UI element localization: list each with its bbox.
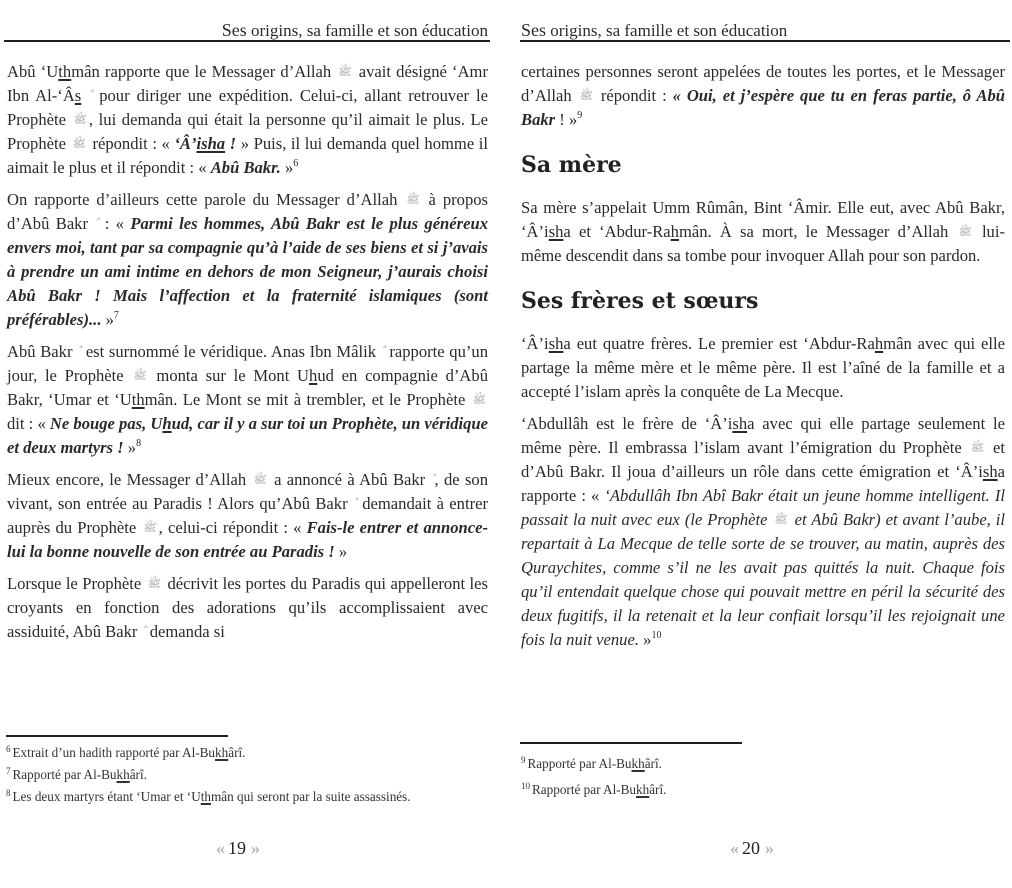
paragraph — [7, 572, 488, 644]
paragraph — [521, 60, 1005, 132]
ornament-right-icon: » — [251, 838, 254, 858]
paragraph — [521, 412, 1005, 652]
footnote-number: 6 — [6, 744, 11, 754]
text-run: certaines personnes seront appelées de toutes les portes, et le Messager d’Allah — [521, 62, 1005, 105]
footnotes — [521, 751, 1001, 803]
page-number — [730, 838, 768, 859]
header-rule — [4, 40, 490, 42]
quote-text: ‘Abdullâh Ibn Abî Bakr était un jeune homme intelligent. Il passait la nuit avec eux (le Prophète — [521, 486, 1005, 529]
text-run: Mieux encore, le Messager d’Allah — [7, 470, 252, 489]
quote-text: Abû Bakr. — [210, 158, 281, 177]
honorific-prophet-icon: ﷺ — [253, 474, 267, 486]
left-page — [0, 0, 500, 888]
text-run: décrivit les portes du Paradis qui appelleront les croyants en fonction des adorations qu’ils accomplissaient avec assiduité, Abû Bakr — [7, 574, 488, 641]
footnote-ref[interactable]: 7 — [113, 310, 119, 321]
honorific-prophet-icon: ﷺ — [579, 90, 593, 102]
running-head — [222, 20, 488, 41]
section-heading: Sa mère — [521, 152, 622, 178]
footnote-ref[interactable]: 10 — [651, 630, 662, 641]
text-run: ârî. — [644, 756, 662, 771]
text-run: demandait à entrer auprès du Prophète — [7, 494, 488, 537]
text-run: h — [670, 222, 679, 241]
text-run: h — [309, 366, 318, 385]
text-run — [81, 86, 88, 105]
quote-text: ud, car il y a sur toi un Prophète, un véridique et deux martyrs ! — [7, 414, 488, 457]
header-rule — [520, 40, 1010, 42]
text-run: sh — [548, 222, 564, 241]
text-run: » — [280, 158, 294, 177]
honorific-prophet-icon: ﷺ — [406, 194, 420, 206]
text-run: dit : « — [7, 414, 50, 433]
text-run: kh — [215, 745, 229, 760]
running-head-rest: origins, sa famille et son éducation — [546, 21, 788, 40]
text-run: Rapporté par Al-Bu — [527, 756, 632, 771]
text-run: ! » — [555, 110, 578, 129]
text-run: s — [74, 86, 82, 105]
honorific-prophet-icon: ﷺ — [72, 138, 86, 150]
text-run: Sa mère s’appelait Umm Rûmân, Bint ‘Âmir. Elle eut, avec Abû Bakr, ‘Â’i — [521, 198, 1005, 241]
footnote-ref[interactable]: 6 — [293, 158, 299, 169]
paragraph — [7, 60, 488, 180]
text-run: On rapporte d’ailleurs cette parole du Messager d’Allah — [7, 190, 405, 209]
text-run: demanda si — [145, 622, 225, 641]
quote-text: « Oui, et j’espère que tu en feras partie, ô Abû Bakr — [521, 86, 1006, 129]
text-run: est surnommé le véridique. Anas Ibn Mâlik — [81, 342, 381, 361]
text-run: , celui-ci répondit : « — [158, 518, 307, 537]
text-run: » — [123, 438, 137, 457]
paragraph — [521, 196, 1005, 268]
footnote-number: 10 — [521, 781, 530, 791]
text-run: Rapporté par Al-Bu — [532, 782, 637, 797]
footnote — [6, 786, 496, 808]
paragraph — [7, 468, 488, 564]
text-run: répondit : « — [87, 134, 175, 153]
honorific-prophet-icon: ﷺ — [958, 226, 972, 238]
ornament-left-icon: « — [216, 838, 219, 858]
text-run: ‘Â’i — [521, 334, 549, 353]
text-run: a rapporte : « — [521, 462, 1005, 505]
running-head — [521, 20, 787, 41]
honorific-prophet-icon: ﷺ — [472, 394, 486, 406]
quote-text: ‘Â’ — [174, 134, 197, 153]
text-run: lui-même descendit dans sa tombe pour invoquer Allah pour son pardon. — [521, 222, 1005, 265]
text-run: et d’Abû Bakr. Il joua d’ailleurs un rôle dans cette émigration et ‘Â’i — [521, 438, 1005, 481]
text-run: : « — [98, 214, 131, 233]
text-run: Rapporté par Al-Bu — [12, 767, 117, 782]
ornament-left-icon: « — [730, 838, 733, 858]
body-text — [7, 60, 488, 652]
text-run: th — [200, 789, 211, 804]
ornament-right-icon: » — [765, 838, 768, 858]
footnote — [521, 751, 1001, 777]
text-run: monta sur le Mont U — [148, 366, 310, 385]
honorific-prophet-icon: ﷺ — [147, 578, 161, 590]
text-run: » — [101, 310, 114, 329]
right-page — [515, 0, 1012, 888]
honorific-prophet-icon: ﷺ — [774, 514, 788, 526]
text-run: kh — [636, 782, 650, 797]
footnote-rule — [520, 742, 742, 744]
text-run: répondit : — [594, 86, 673, 105]
page-number — [216, 838, 254, 859]
text-run: mân rapporte que le Messager d’Allah — [71, 62, 337, 81]
text-run: ârî. — [649, 782, 667, 797]
text-run: mân. À sa mort, le Messager d’Allah — [678, 222, 957, 241]
text-run: h — [874, 334, 884, 353]
footnote — [521, 777, 1001, 803]
text-run: ârî. — [129, 767, 147, 782]
quote-text: ! — [225, 134, 237, 153]
text-run: sh — [732, 414, 748, 433]
text-run: ud en compagnie d’Abû Bakr, ‘Umar et ‘U — [7, 366, 489, 409]
footnote-rule — [6, 735, 228, 737]
text-run: Les deux martyrs étant ‘Umar et ‘U — [12, 789, 201, 804]
honorific-prophet-icon: ﷺ — [133, 370, 147, 382]
body-text — [521, 60, 1005, 660]
text-run: , de son vivant, son entrée au Paradis ! Alors qu’Abû Bakr — [7, 470, 489, 513]
text-run: à propos d’Abû Bakr — [7, 190, 489, 233]
text-run: a annoncé à Abû Bakr — [268, 470, 431, 489]
text-run: pour diriger une expédition. Celui-ci, allant retrouver le Prophète — [7, 86, 488, 129]
text-run: Lorsque le Prophète — [7, 574, 146, 593]
footnote-number: 9 — [521, 755, 526, 765]
quote-text: et Abû Bakr) et avant l’aube, il repartait à La Mecque de telle sorte de se trouver, au matin, auprès des Quraychites, comme s’il ne les avait pas quittés la nuit. Chaque fois qu’il entendait quelque chose qui pouvait mettre en péril la sécurité des deux fugitifs, il la retenait et la leur confiait lorsqu’il les rejoignait une fois la nuit venue. — [521, 510, 1005, 649]
text-run: mân. Le Mont se mit à trembler, et le Prophète — [144, 390, 471, 409]
footnote — [6, 742, 496, 764]
text-run: avait désigné ‘Amr Ibn Al-‘Â — [7, 62, 488, 105]
footnotes — [6, 742, 496, 808]
text-run: kh — [116, 767, 130, 782]
footnote-number: 8 — [6, 788, 11, 798]
quote-text: Fais-le entrer et annonce-lui la bonne nouvelle de son entrée au Paradis ! — [7, 518, 488, 561]
quote-text: h — [162, 414, 172, 433]
text-run: Abû Bakr — [7, 342, 78, 361]
paragraph — [7, 340, 488, 460]
honorific-prophet-icon: ﷺ — [970, 442, 985, 454]
paragraph — [7, 188, 488, 332]
text-run: rapporte qu’un jour, le Prophète — [7, 342, 488, 385]
text-run: a avec qui elle partage seulement le même père. Il embrassa l’islam avant l’émigration du Prophète — [521, 414, 1005, 457]
text-run: a eut quatre frères. Le premier est ‘Abdur-Ra — [563, 334, 875, 353]
page-number-value: 20 — [742, 838, 760, 858]
text-run: ‘Abdullâh est le frère de ‘Â’i — [521, 414, 733, 433]
text-run: » Puis, il lui demanda quel homme il aimait le plus et il répondit : « — [7, 134, 489, 177]
honorific-prophet-icon: ﷺ — [143, 522, 157, 534]
text-run: » — [638, 630, 652, 649]
footnote — [6, 764, 496, 786]
text-run: a et ‘Abdur-Ra — [563, 222, 671, 241]
quote-text: Parmi les hommes, Abû Bakr est le plus généreux envers moi, tant par sa compagnie qu’à l’aide de ses biens et si j’avais à prendre un ami intime en dehors de mon Seigneur, j’aurais choisi Abû Bakr ! Mais l’affection et la fraternité islamiques (sont préférables)... — [7, 214, 488, 329]
honorific-prophet-icon: ﷺ — [73, 114, 87, 126]
text-run: » — [334, 542, 348, 561]
footnote-ref[interactable]: 8 — [136, 438, 142, 449]
text-run: mân qui seront par la suite assassinés. — [210, 789, 411, 804]
running-head-first-word: Ses — [521, 20, 547, 40]
quote-text: Ne bouge pas, U — [49, 414, 163, 433]
running-head-first-word: Ses — [221, 20, 247, 40]
text-run: th — [131, 390, 145, 409]
running-head-rest: origins, sa famille et son éducation — [246, 21, 488, 40]
honorific-prophet-icon: ﷺ — [338, 66, 352, 78]
text-run: sh — [982, 462, 998, 481]
text-run: sh — [548, 334, 564, 353]
text-run: mân avec qui elle partage la même mère et le même père. Il est l’aîné de la famille et a accepté l’islam après la conquête de La Mecque. — [521, 334, 1006, 401]
section-heading: Ses frères et sœurs — [521, 288, 759, 314]
footnote-number: 7 — [6, 766, 11, 776]
footnote-ref[interactable]: 9 — [577, 110, 583, 121]
text-run: th — [58, 62, 72, 81]
quote-text: isha — [196, 134, 226, 153]
text-run: ârî. — [228, 745, 246, 760]
page-number-value: 19 — [228, 838, 246, 858]
text-run: , lui demanda qui était la personne qu’il aimait le plus. Le Prophète — [7, 110, 488, 153]
paragraph — [521, 332, 1005, 404]
text-run: Extrait d’un hadith rapporté par Al-Bu — [12, 745, 216, 760]
text-run: Abû ‘U — [7, 62, 59, 81]
text-run: kh — [631, 756, 645, 771]
